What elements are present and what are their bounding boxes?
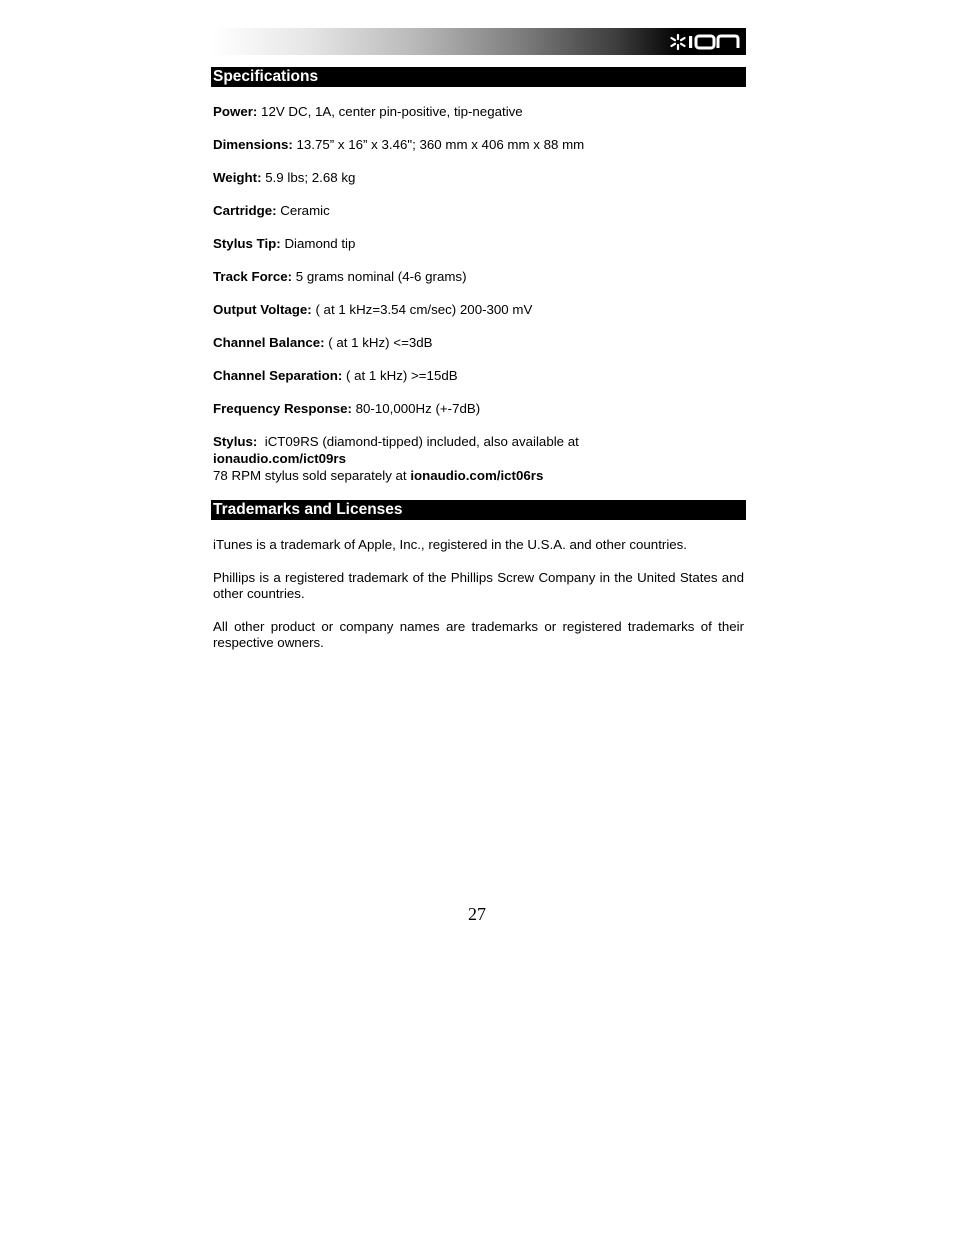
spec-track-force	[213, 268, 744, 285]
ion-logo-mark	[670, 32, 742, 52]
spec-channel-separation	[213, 367, 744, 384]
spec-label: Channel Separation:	[213, 368, 343, 383]
spec-value: ( at 1 kHz=3.54 cm/sec) 200-300 mV	[315, 302, 533, 317]
spec-stylus	[213, 433, 744, 484]
spec-value: 5.9 lbs; 2.68 kg	[265, 170, 356, 185]
header-gradient-bar	[212, 28, 746, 55]
spec-weight	[213, 169, 744, 186]
spec-value: iCT09RS (diamond-tipped) included, also available at	[264, 434, 579, 449]
spec-label: Power:	[213, 104, 258, 119]
trademarks-heading: Trademarks and Licenses	[211, 500, 746, 520]
spec-value: 13.75” x 16” x 3.46"; 360 mm x 406 mm x 88 mm	[296, 137, 585, 152]
ion-logo	[670, 30, 742, 53]
spec-label: Channel Balance:	[213, 335, 325, 350]
spec-value: 78 RPM stylus sold separately at	[213, 468, 407, 483]
trademark-paragraph-itunes: iTunes is a trademark of Apple, Inc., registered in the U.S.A. and other countries.	[213, 537, 688, 552]
spec-channel-balance	[213, 334, 744, 351]
spec-dimensions	[213, 136, 744, 153]
spec-value: ( at 1 kHz) >=15dB	[346, 368, 458, 383]
spec-stylus-line3	[213, 467, 744, 484]
spec-stylus-tip	[213, 235, 744, 252]
spec-value: 5 grams nominal (4-6 grams)	[295, 269, 467, 284]
trademark-paragraph-phillips: Phillips is a registered trademark of the Phillips Screw Company in the United States and other countries.	[213, 570, 744, 601]
spec-value: 80-10,000Hz (+-7dB)	[355, 401, 481, 416]
spec-power	[213, 103, 744, 120]
specifications-heading: Specifications	[211, 67, 746, 87]
spec-label: Output Voltage:	[213, 302, 312, 317]
stylus-link-ict09rs[interactable]: ionaudio.com/ict09rs	[213, 451, 347, 466]
spec-label: Stylus Tip:	[213, 236, 281, 251]
spec-label: Dimensions:	[213, 137, 293, 152]
spec-label: Weight:	[213, 170, 262, 185]
spec-label: Cartridge:	[213, 203, 277, 218]
spec-label: Frequency Response:	[213, 401, 352, 416]
spec-stylus-line1	[213, 433, 744, 450]
spec-frequency-response	[213, 400, 744, 417]
spec-value: Ceramic	[280, 203, 330, 218]
spec-cartridge	[213, 202, 744, 219]
spec-value: Diamond tip	[284, 236, 356, 251]
trademark-paragraph-others: All other product or company names are trademarks or registered trademarks of their respective owners.	[213, 619, 744, 650]
spec-label: Track Force:	[213, 269, 293, 284]
page-number: 27	[468, 904, 486, 924]
spec-value: 12V DC, 1A, center pin-positive, tip-negative	[261, 104, 523, 119]
stylus-link-ict06rs[interactable]: ionaudio.com/ict06rs	[410, 468, 544, 483]
spec-output-voltage	[213, 301, 744, 318]
spec-label: Stylus:	[213, 434, 258, 449]
spec-value: ( at 1 kHz) <=3dB	[328, 335, 433, 350]
